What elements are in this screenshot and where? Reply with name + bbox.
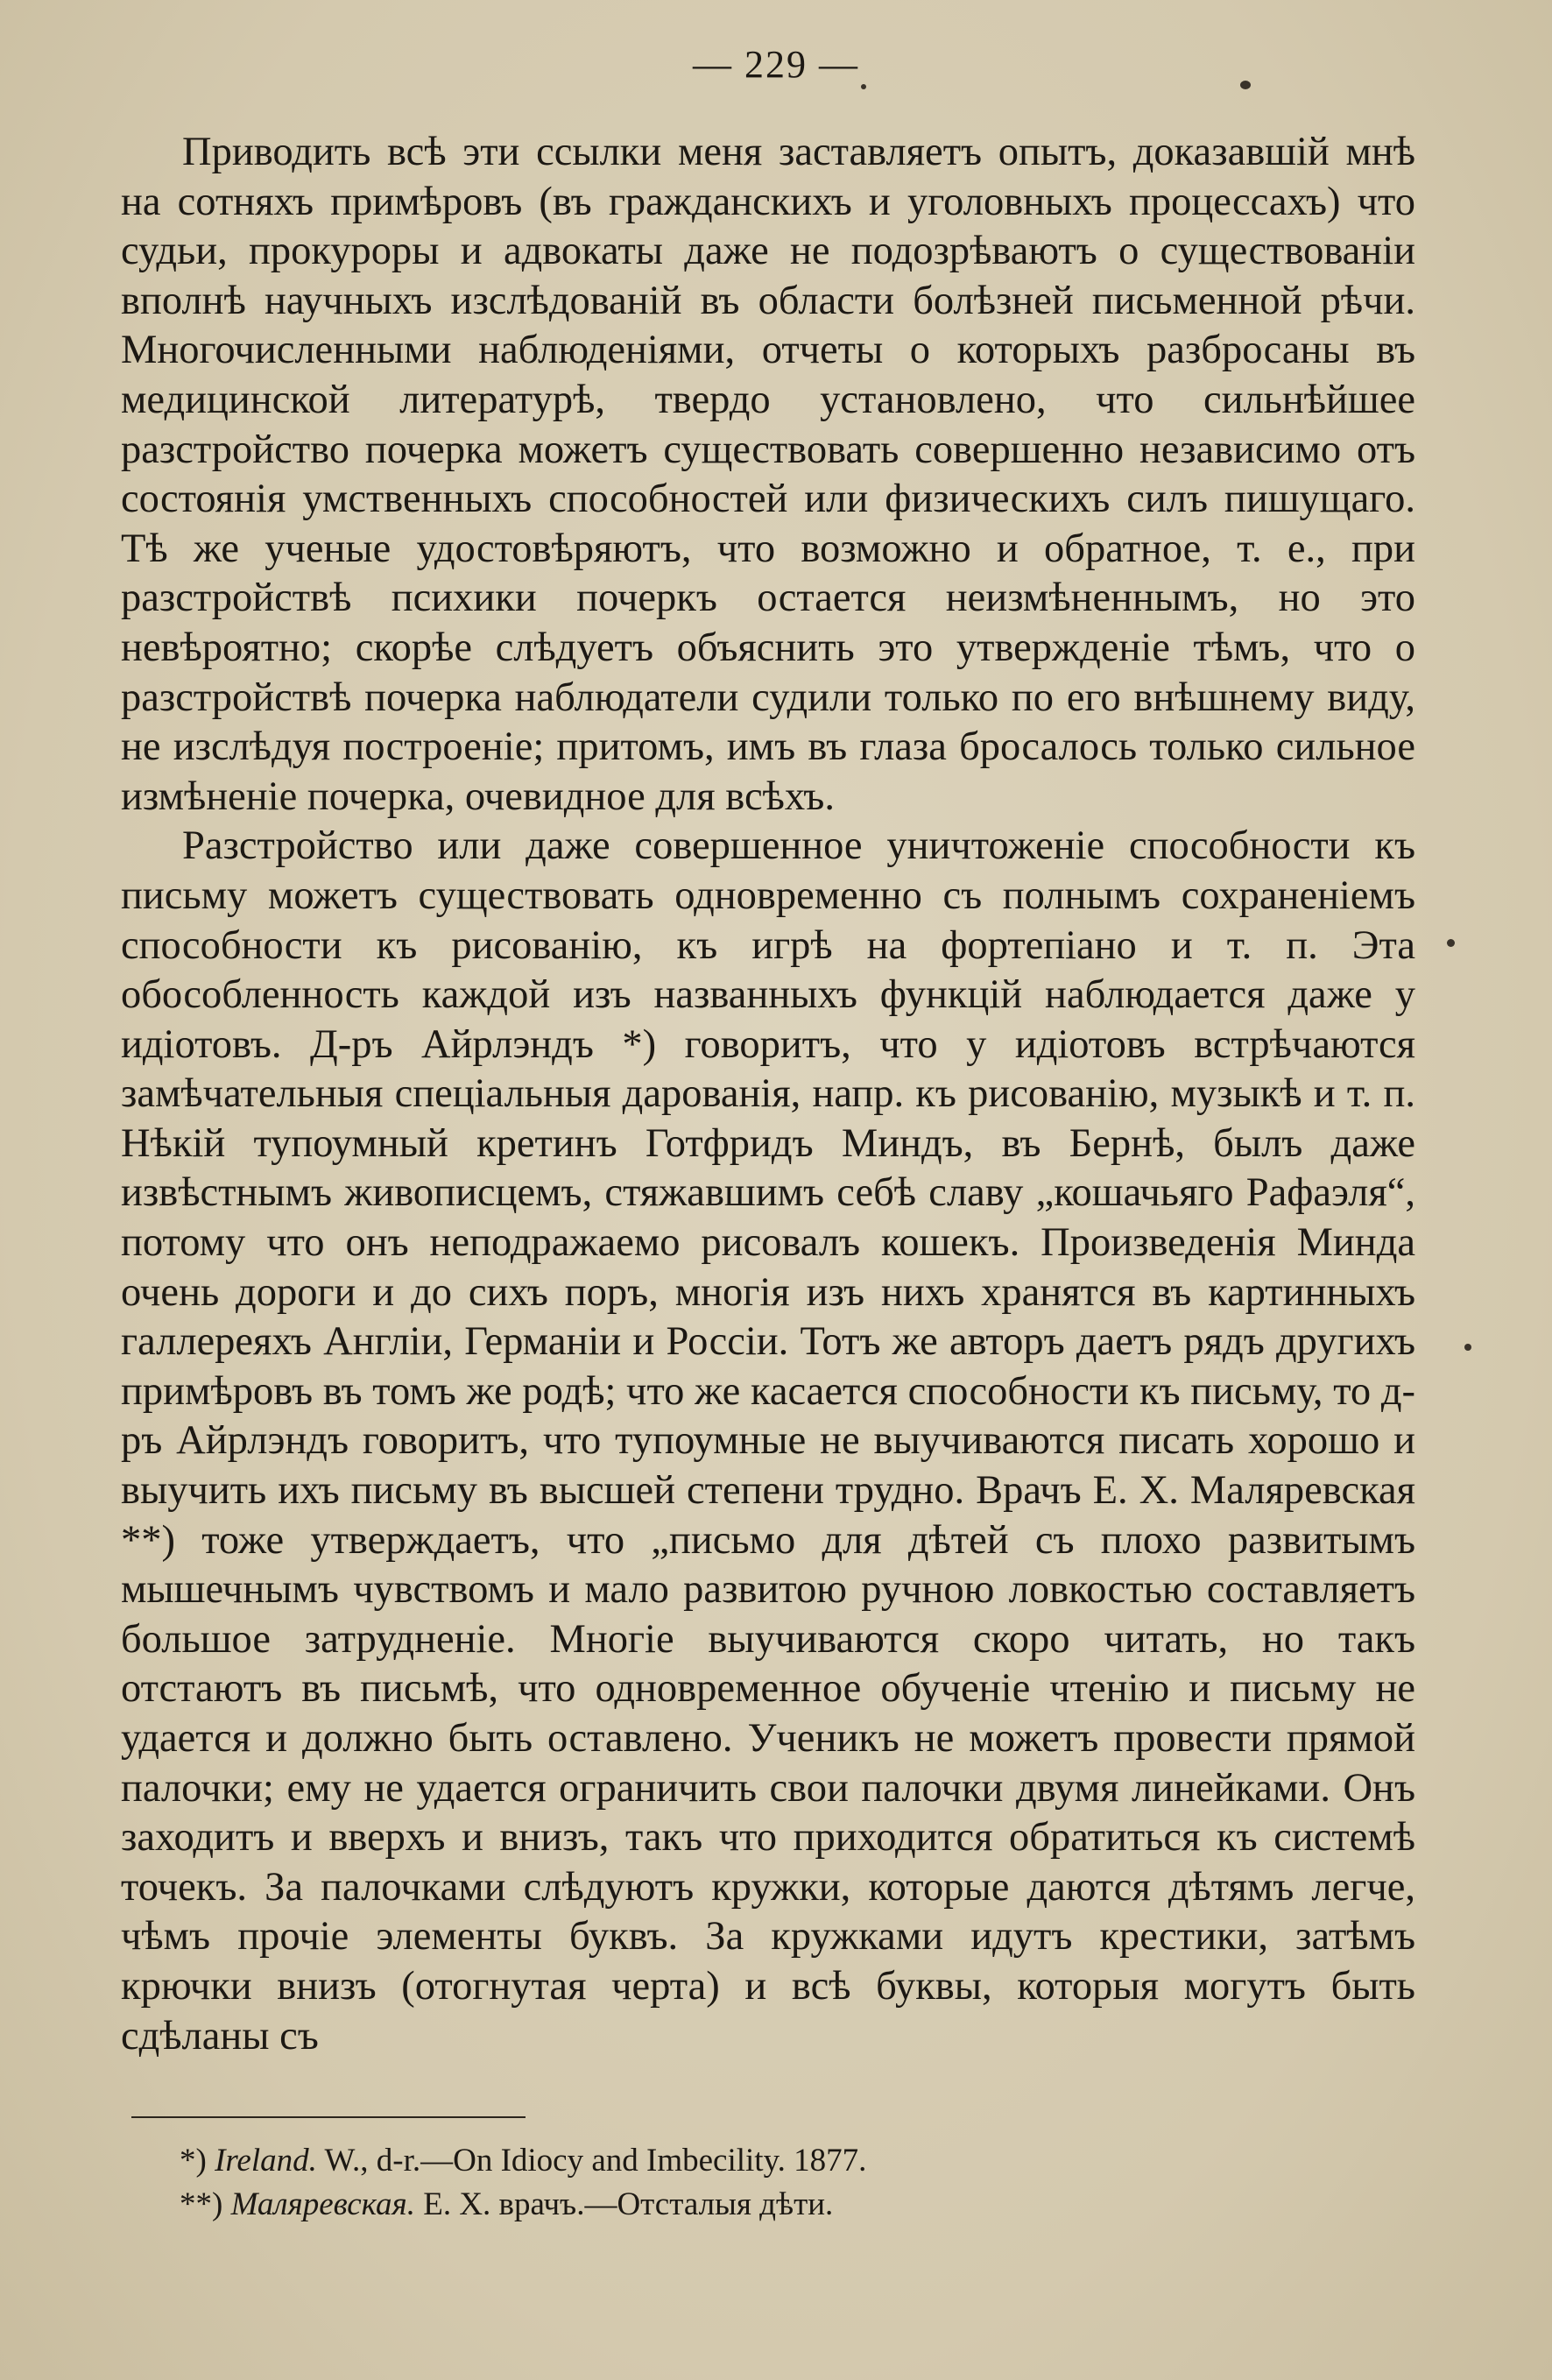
ink-speck xyxy=(1447,939,1455,947)
footnotes xyxy=(180,2139,1406,2227)
footnote-2 xyxy=(180,2183,1406,2227)
footnote-1 xyxy=(180,2139,1406,2183)
paragraph-2: Разстройство или даже совершенное уничтоженіе способности къ письму можетъ существовать одновременно съ полнымъ сохраненіемъ способности къ рисованію, къ игрѣ на фортепіано и т. п. Эта обособленность каждой изъ названныхъ функцій наблюдается даже у идіотовъ. Д-ръ Айрлэндъ *) говоритъ, что у идіотовъ встрѣчаются замѣчательныя спеціальныя дарованія, напр. къ рисованію, музыкѣ и т. п. Нѣкій тупоумный кретинъ Готфридъ Миндъ, въ Бернѣ, былъ даже извѣстнымъ живописцемъ, стяжавшимъ себѣ славу „кошачьяго Рафаэля“, потому что онъ неподражаемо рисовалъ кошекъ. Произведенія Минда очень дороги и до сихъ поръ, многія изъ нихъ хранятся въ картинныхъ галлереяхъ Англіи, Германіи и Россіи. Тотъ же авторъ даетъ рядъ другихъ примѣровъ въ томъ же родѣ; что же касается способности къ письму, то д-ръ Айрлэндъ говоритъ, что тупоумные не выучиваются писать хорошо и выучить ихъ письму въ высшей степени трудно. Врачъ Е. Х. Маляревская **) тоже утверждаетъ, что „письмо для дѣтей съ плохо развитымъ мышечнымъ чувствомъ и мало развитою ручною ловкостью составляетъ большое затрудненіе. Многіе выучиваются скоро читать, но такъ отстаютъ въ письмѣ, что одновременное обученіе чтенію и письму не удается и должно быть оставлено. Ученикъ не можетъ провести прямой палочки; ему не удается ограничить свои палочки двумя линейками. Онъ заходитъ и вверхъ и внизъ, такъ что приходится обратиться къ системѣ точекъ. За палочками слѣдуютъ кружки, которые даются дѣтямъ легче, чѣмъ прочіе элементы буквъ. За кружками идутъ крестики, затѣмъ крючки внизъ (отогнутая черта) и всѣ буквы, которыя могутъ быть сдѣланы съ xyxy=(121,823,1415,2059)
footnote-divider xyxy=(131,2116,526,2118)
footnote-mark: **) xyxy=(180,2186,223,2222)
footnote-author: Ireland. xyxy=(215,2143,317,2179)
paragraph-1: Приводить всѣ эти ссылки меня заставляетъ опытъ, доказавшій мнѣ на сотняхъ примѣровъ (въ гражданскихъ и уголовныхъ процессахъ) что судьи, прокуроры и адвокаты даже не подозрѣваютъ о существованіи вполнѣ научныхъ изслѣдованій въ области болѣзней письменной рѣчи. Многочисленными наблюденіями, отчеты о которыхъ разбросаны въ медицинской литературѣ, твердо установлено, что сильнѣйшее разстройство почерка можетъ существовать совершенно независимо отъ состоянія умственныхъ способностей или физическихъ силъ пишущаго. Тѣ же ученые удостовѣряютъ, что возможно и обратное, т. е., при разстройствѣ психики почеркъ остается неизмѣненнымъ, но это невѣроятно; скорѣе слѣдуетъ объяснить это утвержденіе тѣмъ, что о разстройствѣ почерка наблюдатели судили только по его внѣшнему виду, не изслѣдуя построеніе; притомъ, имъ въ глаза бросалось только сильное измѣненіе почерка, очевидное для всѣхъ. xyxy=(121,130,1415,819)
page-number: — 229 — xyxy=(693,43,859,86)
main-text xyxy=(121,128,1415,2061)
footnote-mark: *) xyxy=(180,2143,207,2179)
footnote-text: W., d-r.—On Idiocy and Imbecility. 1877. xyxy=(316,2143,867,2179)
ink-speck xyxy=(1464,1344,1471,1351)
footnote-author: Маляревская. xyxy=(230,2186,415,2222)
ink-speck xyxy=(1240,81,1251,89)
ink-speck xyxy=(861,84,866,89)
footnote-text: Е. Х. врачъ.—Отсталыя дѣти. xyxy=(414,2186,834,2222)
